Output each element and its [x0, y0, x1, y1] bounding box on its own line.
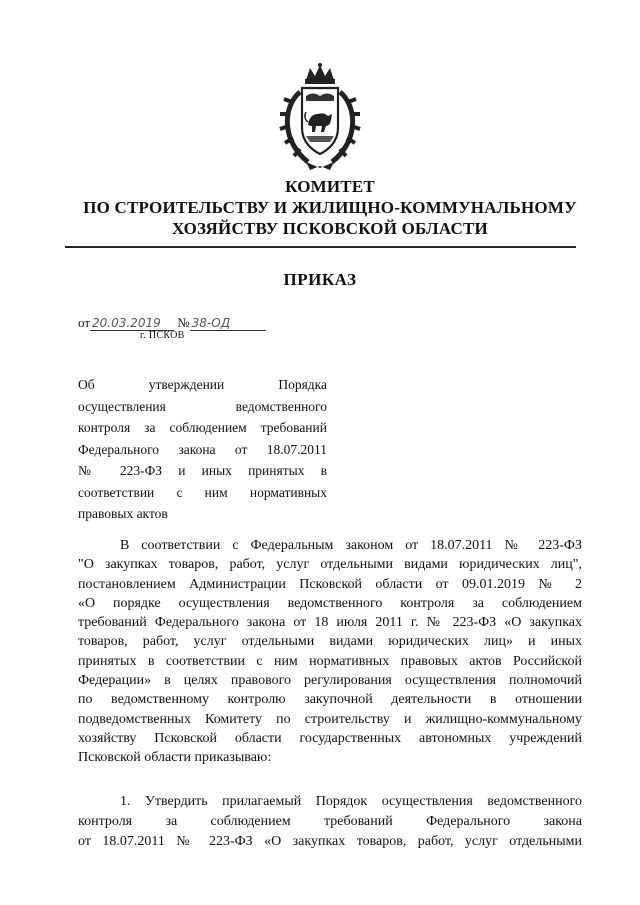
subject-line: № 223-ФЗ и иных принятых в: [78, 463, 327, 478]
subject-line: контроля за соблюдением требований: [78, 420, 327, 435]
body-line: хозяйству Псковской области государственных автономных учреждений: [78, 730, 582, 746]
subject-line: осуществления ведомственного: [78, 398, 327, 414]
item-line: от 18.07.2011 № 223-ФЗ «О закупках товаров, работ, услуг отдельными: [78, 834, 582, 849]
subject-line: соответствии с ним нормативных: [78, 484, 327, 500]
body-line: В соответствии с Федеральным законом от 18.07.2011 № 223-ФЗ: [120, 538, 582, 553]
item-line: контроля за соблюдением требований Федерального закона: [78, 814, 582, 829]
body-line: товаров, работ, услуг отдельными видами юридических лиц» и иных: [78, 634, 582, 650]
org-name-line-1: КОМИТЕТ: [285, 177, 375, 196]
body-line: «О порядке осуществления ведомственного контроля за соблюдением: [78, 595, 582, 611]
org-name-line-2: ПО СТРОИТЕЛЬСТВУ И ЖИЛИЩНО-КОММУНАЛЬНОМУ: [83, 198, 577, 217]
org-name-line-3: ХОЗЯЙСТВУ ПСКОВСКОЙ ОБЛАСТИ: [172, 219, 488, 238]
document-number: 38-ОД: [190, 316, 266, 331]
item-line: 1. Утвердить прилагаемый Порядок осуществления ведомственного: [120, 794, 582, 809]
pskov-coat-of-arms-icon: [270, 62, 370, 172]
body-line: подведомственных Комитету по строительству и жилищно-коммунальному: [78, 711, 582, 727]
subject-line: Федерального закона от 18.07.2011: [78, 441, 327, 457]
date-prefix: от: [78, 315, 91, 330]
body-line: Псковской области приказываю:: [78, 750, 272, 766]
header-divider: [65, 246, 576, 248]
order-item-1: [78, 792, 582, 852]
body-line: Федерации» в целях правового регулирования осуществления полномочий: [78, 673, 582, 689]
number-prefix: №: [177, 315, 190, 330]
subject-line: правовых актов: [78, 506, 168, 521]
body-line: принятых в соответствии с ним нормативных правовых актов Российской: [78, 653, 582, 669]
body-line: по ведомственному контролю закупочной деятельности в отношении: [78, 692, 582, 708]
preamble-paragraph: [78, 536, 582, 768]
document-city: г. ПСКОВ: [140, 330, 185, 341]
body-line: "О закупках товаров, работ, услуг отдельными видами юридических лиц",: [78, 557, 582, 573]
body-line: постановлением Администрации Псковской области от 09.01.2019 № 2: [78, 576, 582, 592]
body-line: требований Федерального закона от 18 июля 2011 г. № 223-ФЗ «О закупках: [78, 615, 582, 631]
document-title: ПРИКАЗ: [283, 270, 357, 289]
subject-line: Об утверждении Порядка: [78, 377, 327, 392]
document-date: 20.03.2019: [90, 316, 174, 331]
order-subject: [78, 374, 327, 525]
